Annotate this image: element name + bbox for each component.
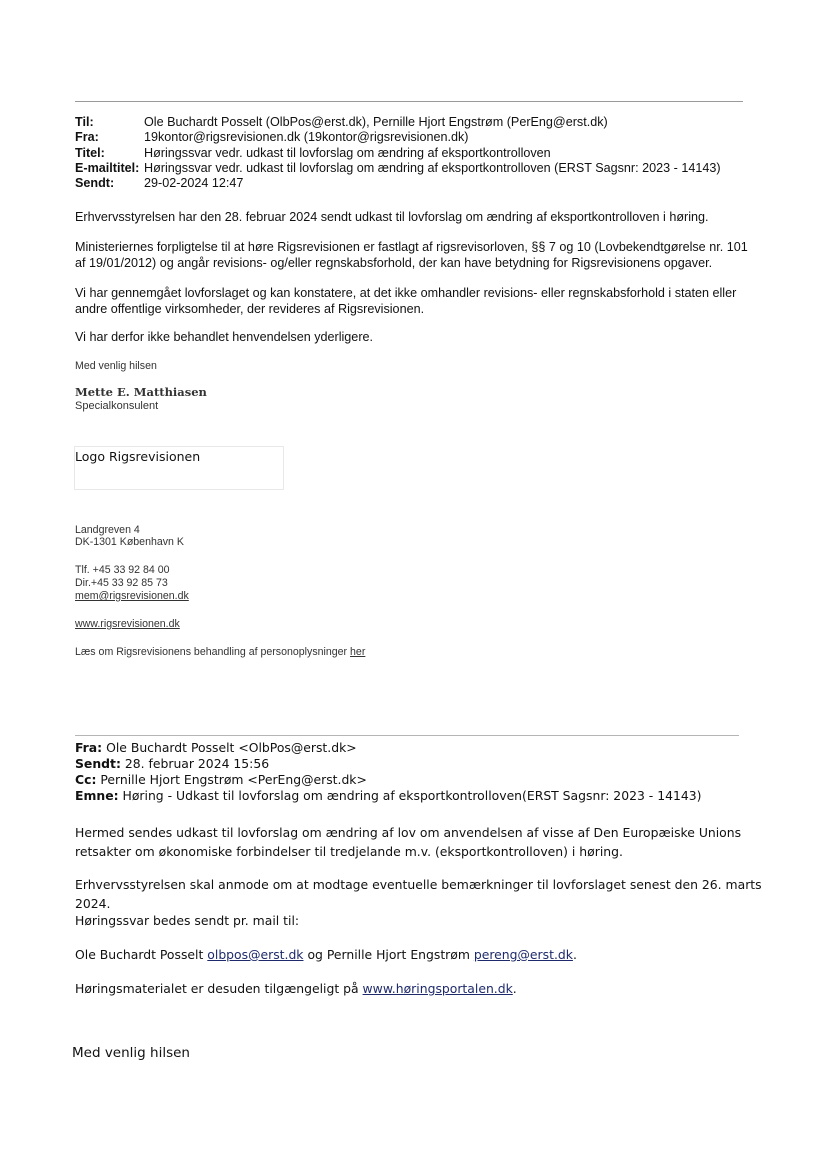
forward-sent xyxy=(75,756,269,772)
horingsportalen-link[interactable]: www.høringsportalen.dk xyxy=(362,981,513,996)
header-title-row xyxy=(75,146,721,161)
address-line-2: DK-1301 København K xyxy=(75,536,184,548)
header-from-value: 19kontor@rigsrevisionen.dk (19kontor@rigsrevisionen.dk) xyxy=(144,130,469,145)
forward-paragraph-2: Erhvervsstyrelsen skal anmode om at modtage eventuelle bemærkninger til lovforslaget senest den 26. marts 2024. xyxy=(75,877,762,911)
logo-placeholder xyxy=(74,446,284,490)
top-divider xyxy=(75,101,743,102)
website-link-text[interactable]: www.rigsrevisionen.dk xyxy=(75,618,180,630)
address-line-1: Landgreven 4 xyxy=(75,524,140,536)
forward-subject-value: Høring - Udkast til lovforslag om ændring af eksportkontrolloven(ERST Sagsnr: 2023 - 14143) xyxy=(122,788,702,803)
forward-cc-label: Cc: xyxy=(75,772,97,787)
header-from-label: Fra: xyxy=(75,130,99,145)
forward-from xyxy=(75,740,357,756)
header-from-row xyxy=(75,130,721,145)
forward-closing: Med venlig hilsen xyxy=(72,1045,190,1061)
header-sent-value: 29-02-2024 12:47 xyxy=(144,176,244,191)
pereng-email-link[interactable]: pereng@erst.dk xyxy=(473,947,573,962)
forward-from-label: Fra: xyxy=(75,740,103,755)
email-link[interactable] xyxy=(75,590,189,603)
forward-sent-label: Sendt: xyxy=(75,756,121,771)
greeting: Med venlig hilsen xyxy=(75,360,157,372)
forward-subject-label: Emne: xyxy=(75,788,119,803)
header-to-row xyxy=(75,115,721,130)
body-paragraph-3: Vi har gennemgået lovforslaget og kan konstatere, at det ikke omhandler revisions- eller regnskabsforhold i staten eller andre offentlige virksomheder, der revideres af Rigsrevisionen. xyxy=(75,286,737,316)
forward-p5-b: . xyxy=(512,981,517,996)
forward-subject xyxy=(75,788,701,804)
body-paragraph-2: Ministeriernes forpligtelse til at høre Rigsrevisionen er fastlagt af rigsrevisorloven, §§ 7 og 10 (Lovbekendtgørelse nr. 101 af 19/01/2012) og angår revisions- og/eller regnskabsforhold, der kan have betydning for Rigsrevisionens opgaver. xyxy=(75,240,748,270)
forward-paragraph-4 xyxy=(75,945,775,964)
header-sent-row xyxy=(75,176,721,191)
forward-from-value: Ole Buchardt Posselt <OlbPos@erst.dk> xyxy=(106,740,357,755)
header-emailtitle-value: Høringssvar vedr. udkast til lovforslag om ændring af eksportkontrolloven (ERST Sagsnr: 2023 - 14143) xyxy=(144,160,721,175)
website-link[interactable] xyxy=(75,618,180,631)
forward-paragraph-3: Høringssvar bedes sendt pr. mail til: xyxy=(75,913,300,928)
olbpos-email-link[interactable]: olbpos@erst.dk xyxy=(207,947,304,962)
header-to-label: Til: xyxy=(75,115,94,129)
header-emailtitle-row xyxy=(75,161,721,176)
header-sent-label: Sendt: xyxy=(75,176,115,191)
body-paragraph-1: Erhvervsstyrelsen har den 28. februar 2024 sendt udkast til lovforslag om ændring af eksportkontrolloven i høring. xyxy=(75,210,709,224)
email-link-text[interactable]: mem@rigsrevisionen.dk xyxy=(75,590,189,602)
forward-p4-a: Ole Buchardt Posselt xyxy=(75,947,208,962)
body-paragraph-4: Vi har derfor ikke behandlet henvendelsen yderligere. xyxy=(75,330,374,344)
forward-p4-b: og Pernille Hjort Engstrøm xyxy=(303,947,474,962)
forward-divider xyxy=(75,735,739,736)
privacy-text: Læs om Rigsrevisionens behandling af personoplysninger xyxy=(75,646,348,658)
header-title-value: Høringssvar vedr. udkast til lovforslag om ændring af eksportkontrolloven xyxy=(144,145,551,160)
forward-cc xyxy=(75,772,367,788)
email-header xyxy=(75,115,721,191)
header-to-value: Ole Buchardt Posselt (OlbPos@erst.dk), Pernille Hjort Engstrøm (PerEng@erst.dk) xyxy=(144,115,608,129)
privacy-link[interactable]: her xyxy=(350,646,366,658)
header-title-label: Titel: xyxy=(75,145,105,160)
privacy-notice xyxy=(75,646,365,659)
logo-placeholder-text: Logo Rigsrevisionen xyxy=(75,449,201,464)
forward-cc-value: Pernille Hjort Engstrøm <PerEng@erst.dk> xyxy=(100,772,367,787)
forward-paragraph-1: Hermed sendes udkast til lovforslag om ændring af lov om anvendelsen af visse af Den Europæiske Unions retsakter om økonomiske forbindelser til tredjelande m.v. (eksportkontrolloven) i høring. xyxy=(75,825,742,859)
header-emailtitle-label: E-mailtitel: xyxy=(75,160,140,175)
forward-paragraph-5 xyxy=(75,979,775,998)
forward-p5-a: Høringsmaterialet er desuden tilgængeligt på xyxy=(75,981,363,996)
forward-sent-value: 28. februar 2024 15:56 xyxy=(124,756,270,771)
direct-phone: Dir.+45 33 92 85 73 xyxy=(75,577,168,589)
signature-title: Specialkonsulent xyxy=(75,400,159,412)
phone: Tlf. +45 33 92 84 00 xyxy=(75,564,170,576)
forward-p4-c: . xyxy=(572,947,577,962)
signature-name: Mette E. Matthiasen xyxy=(75,385,207,399)
